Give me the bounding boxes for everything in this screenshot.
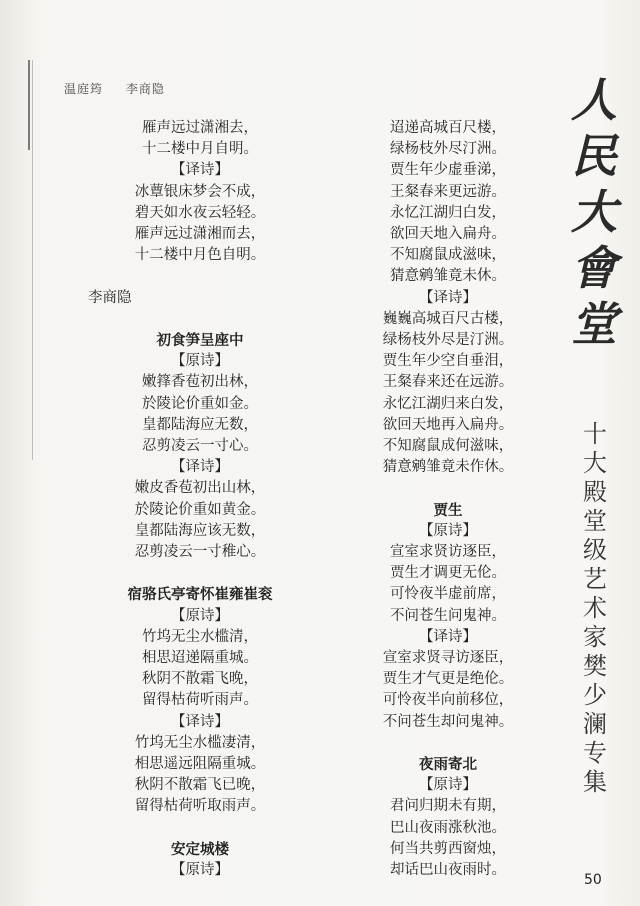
side-subtitle-char: 十 — [583, 420, 607, 448]
poem-line: 绿杨枝外尽汀洲。 — [390, 141, 506, 158]
poem-line: 可怜夜半向前移位， — [382, 692, 514, 709]
poem-title: 夜雨寄北 — [419, 756, 477, 774]
spine-shadow — [32, 60, 33, 460]
poem-line: 【译诗】 — [171, 459, 229, 476]
poem-title: 安定城楼 — [171, 840, 229, 858]
poem-line: 皇都陆海应该无数， — [134, 522, 266, 539]
poem-line: 雁声远过潇湘而去， — [134, 226, 266, 243]
side-subtitle-char: 术 — [583, 594, 607, 622]
side-subtitle-char: 专 — [583, 739, 607, 767]
page-number: 50 — [584, 872, 602, 888]
poem-line: 留得枯荷听取雨声。 — [134, 798, 266, 815]
poem-line: 忍剪凌云一寸稚心。 — [134, 544, 266, 561]
poem-line: 【原诗】 — [171, 862, 229, 879]
side-subtitle-char: 澜 — [583, 710, 607, 738]
poem-line: 王粲春来还在远游。 — [382, 374, 514, 391]
poem-line: 於陵论价重如黄金。 — [134, 501, 266, 518]
side-subtitle-char: 集 — [583, 768, 607, 796]
poem-line: 於陵论价重如金。 — [142, 395, 258, 412]
poem-line: 不知腐鼠成滋味， — [390, 247, 506, 264]
side-subtitle — [578, 420, 612, 797]
poem-title: 贾生 — [433, 501, 463, 519]
poem-line: 【原诗】 — [419, 522, 477, 539]
poem-line: 【原诗】 — [419, 777, 477, 794]
poem-line: 永忆江湖归白发， — [390, 204, 506, 221]
poem-line: 雁声远过潇湘去， — [142, 120, 258, 136]
poem-line: 【译诗】 — [171, 713, 229, 730]
poem-line: 欲回天地再入扁舟。 — [382, 416, 514, 433]
poem-line: 却话巴山夜雨时。 — [390, 862, 506, 879]
poem-line: 不问苍生却问鬼神。 — [382, 713, 514, 730]
side-title-calligraphy — [566, 72, 622, 352]
poem-line: 绿杨枝外尽是汀洲。 — [382, 332, 514, 349]
poem-line: 嫩箨香苞初出林， — [142, 374, 258, 391]
side-subtitle-char: 家 — [583, 623, 607, 651]
spacer — [338, 733, 558, 754]
poem-line: 忍剪凌云一寸心。 — [142, 438, 258, 455]
spacer — [338, 478, 558, 499]
side-subtitle-char: 艺 — [583, 565, 607, 593]
running-header — [64, 80, 183, 97]
header-author-1: 温庭筠 — [64, 82, 104, 96]
poem-title: 宿骆氏亭寄怀崔雍崔衮 — [127, 586, 273, 604]
poem-line: 可怜夜半虚前席， — [390, 586, 506, 603]
poem-line: 宣室求贤访逐臣， — [390, 544, 506, 561]
poem-line: 十二楼中月色自明。 — [134, 247, 266, 264]
side-title-char: 堂 — [571, 297, 617, 351]
header-author-2: 李商隐 — [125, 82, 165, 96]
poem-line: 秋阴不散霜飞晚， — [142, 671, 258, 688]
side-subtitle-char: 殿 — [583, 478, 607, 506]
poem-line: 【原诗】 — [171, 607, 229, 624]
side-title-char: 大 — [571, 185, 617, 239]
poem-title: 初食笋呈座中 — [156, 332, 244, 349]
left-text-column — [70, 118, 330, 881]
poem-line: 贾生才调更无伦。 — [390, 565, 506, 582]
poem-line: 嫩皮香苞初出山林， — [134, 480, 266, 497]
poem-line: 欲回天地入扁舟。 — [390, 226, 506, 243]
poem-line: 君问归期未有期， — [390, 798, 506, 815]
poem-line: 巍巍高城百尺古楼， — [382, 310, 514, 327]
poem-line: 皇都陆海应无数， — [142, 416, 258, 433]
spine-mark — [28, 60, 30, 150]
poem-line: 【译诗】 — [171, 162, 229, 179]
poem-line: 宣室求贤寻访逐臣， — [382, 650, 514, 667]
poem-line: 永忆江湖归来白发， — [382, 395, 514, 412]
spacer — [70, 266, 330, 287]
right-text-column — [338, 118, 558, 881]
spacer — [70, 563, 330, 584]
poem-line: 碧天如水夜云轻轻。 — [134, 204, 266, 221]
side-title-char: 人 — [571, 73, 617, 127]
side-subtitle-char: 樊 — [583, 652, 607, 680]
side-subtitle-char: 堂 — [583, 507, 607, 535]
poem-line: 王粲春来更远游。 — [390, 183, 506, 200]
poem-line: 竹坞无尘水槛清， — [142, 628, 258, 645]
poem-line: 猜意鹓雏竟未作休。 — [382, 459, 514, 476]
poem-line: 贾生年少空自垂泪， — [382, 353, 514, 370]
section-author: 李商隐 — [88, 289, 132, 306]
poem-line: 十二楼中月自明。 — [142, 141, 258, 158]
poem-line: 猜意鹓雏竟未休。 — [390, 268, 506, 285]
spacer — [70, 309, 330, 330]
side-subtitle-char: 级 — [583, 536, 607, 564]
poem-line: 不问苍生问鬼神。 — [390, 607, 506, 624]
side-title-char: 民 — [571, 129, 617, 183]
poem-line: 相思迢递隔重城。 — [142, 650, 258, 667]
poem-line: 不知腐鼠成何滋味， — [382, 438, 514, 455]
side-subtitle-char: 大 — [583, 449, 607, 477]
poem-line: 【译诗】 — [419, 289, 477, 306]
poem-line: 贾生才气更是绝伦。 — [382, 671, 514, 688]
poem-line: 迢递高城百尺楼， — [390, 120, 506, 136]
poem-line: 秋阴不散霜飞已晚， — [134, 777, 266, 794]
poem-line: 竹坞无尘水槛凄清， — [134, 734, 266, 751]
side-subtitle-char: 少 — [583, 681, 607, 709]
poem-line: 相思遥远阻隔重城。 — [134, 756, 266, 773]
poem-line: 【原诗】 — [171, 353, 229, 370]
spacer — [70, 818, 330, 839]
side-title-char: 會 — [571, 241, 617, 295]
poem-line: 何当共剪西窗烛， — [390, 840, 506, 857]
poem-line: 【译诗】 — [419, 628, 477, 645]
poem-line: 留得枯荷听雨声。 — [142, 692, 258, 709]
poem-line: 贾生年少虚垂涕， — [390, 162, 506, 179]
poem-line: 冰蕈银床梦会不成， — [134, 183, 266, 200]
poem-line: 巴山夜雨涨秋池。 — [390, 819, 506, 836]
